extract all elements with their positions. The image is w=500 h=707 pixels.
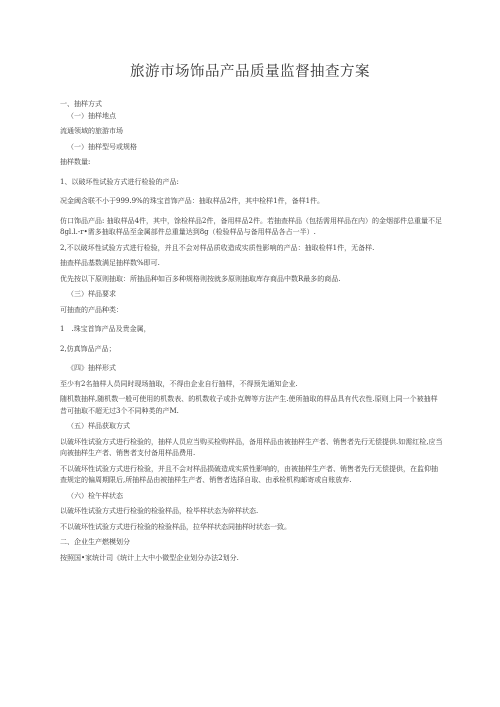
document-title: 旅游市场饰品产品质量监督抽查方案	[130, 64, 370, 80]
paragraph: 流通领域的旅游市场	[60, 127, 123, 135]
paragraph: 1、以破坏性试验方式进行检验的产品:	[60, 177, 179, 186]
subsection-heading: （六）检午样状态	[67, 491, 123, 500]
paragraph: 不以破坏性试验方式进行检验，并且不会对样品损破造成实质性影响的，由被抽样生产者、销售者先行无偿提供，在监仰抽查规定的偏周期限后,所抽样品由被抽样生产者、销售者选择自取、由承检机构邮寄或自账放弃.	[60, 464, 438, 484]
subsection-heading: （一）抽样型号或规格	[67, 142, 137, 151]
section-heading: 二、企业生产燃模划分	[60, 538, 130, 546]
paragraph: 仿口饰品产品: 抽取样品4件，其中，馀检样品2件，备用样品2件。若抽查样品（包括需用样品在内）的金烟部件总重量不足8gl.l.-r•需多抽取样品至金属部件总重量达到8g（检验样品与备用样品各占一半）.	[60, 216, 442, 236]
subsection-heading: （一）抽样地点	[67, 111, 116, 120]
paragraph: 以破坏性试验方式进行检验的检验样品，检毕样状态为碎样状态.	[60, 507, 259, 515]
document-body	[60, 99, 444, 564]
paragraph: 抽查样品基数满足抽样数%即可.	[60, 259, 160, 267]
paragraph: 不以破坏性试验方式进行检验的检验样品，拉华样状态同抽样时状态一致。	[60, 522, 291, 531]
paragraph: 况金阈含联不小于999.9%的珠宝首饰产品：抽取样品2件，其中检样1件，备样1件。	[60, 197, 325, 205]
paragraph: 按照国•家统计司《统计上大中小微型企业划分办法2划分.	[60, 553, 239, 562]
paragraph: 优先按以下原则抽取：所抽品种如百多种规格则按就多原则抽取库存商品中数R最多的商品.	[60, 274, 341, 283]
subsection-heading: （五）样品获取方式	[67, 422, 130, 430]
subsection-heading: 《四》抽样形式	[67, 364, 116, 372]
paragraph: 至少有2名抽样人员同时现场抽取，不得由企业自行抽样，不得预先通知企业.	[60, 379, 298, 388]
paragraph: 抽样数量:	[60, 158, 91, 166]
list-item: 1 .珠宝首饰产品及贵金属，	[60, 325, 151, 333]
paragraph: 可抽查的产品种类：	[60, 305, 123, 314]
subsection-heading: （三）样品要求	[67, 290, 116, 298]
section-heading: 一、抽样方式	[60, 100, 102, 108]
paragraph: 以破坏性试验方式进行检验的，抽样人员应当购买检购样品，备用样品由被抽样生产者、销售者先行无偿提供.如需红检,应当向被抽样生产者、销售者支付备用样品费用.	[60, 437, 443, 457]
paragraph: 随机数抽样,随机数一般可使用的机数表、的机数收子或扑克牌等方法产生.使所抽取的样品具有代衣性.原则上同一个被抽样昔可抽取不超无过3个不同种类的产M.	[60, 395, 438, 415]
list-item: 2,仿真饰品产品；	[60, 344, 116, 353]
paragraph: 2,不以破坏性试验方式进行检验，并且不会对样品质收造成实质性影响的产品：抽取检样1件，无备样.	[60, 243, 375, 252]
